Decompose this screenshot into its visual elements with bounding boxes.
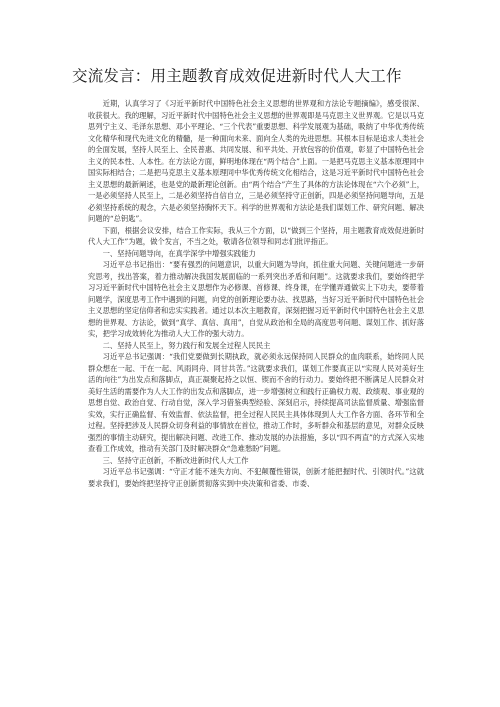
paragraph: 习近平总书记强调：“我们党要做到长期执政，就必须永远保持同人民群众的血肉联系，始终同人民群众想在一起、干在一起、风雨同舟、同甘共苦。”这就要求我们，谋划工作要真正以“实现人民对美好生活的向往”为出发点和落脚点，真正凝聚起持之以恒、锲而不舍的行动力。要始终把不断满足人民群众对美好生活的需要作为人大工作的出发点和落脚点，进一步增强树立和践行正确权力观、政绩观、事业观的思想自觉、政治自觉、行动自觉，深入学习借鉴典型经验、深刻启示，持续提高司法监督质量、增强监督实效，实行正确监督、有效监督、依法监督，把全过程人民民主具体体现到人大工作各方面、各环节和全过程。坚持把涉及人民群众切身利益的事情放在首位，推动工作时，多听群众和基层的意见，对群众反映强烈的事情主动研究，提出解决问题、改进工作、推动发展的办法措施，多以“四不两直”的方式深入实地查看工作成效，推动有关部门及时解决群众“急难愁盼”问题。 bbox=[88, 352, 424, 453]
paragraph: 习近平总书记强调：“守正才能不迷失方向、不犯颠覆性错误，创新才能把握时代、引领时代。”这就要求我们，要始终把坚持守正创新贯彻落实到中央决策和省委、市委、 bbox=[88, 467, 424, 488]
paragraph: 习近平总书记指出：“要有强烈的问题意识，以重大问题为导向，抓住重大问题、关键问题进一步研究思考，找出答案，着力推动解决我国发展面临的一系列突出矛盾和问题”。这就要求我们，要始终把学习习近平新时代中国特色社会主义思想作为必修课、首修课、终身课，在学懂弄通做实上下功夫，要带着问题学，深度思考工作中遇到的问题，向党的创新理论要办法、找思路，当好习近平新时代中国特色社会主义思想的坚定信仰者和忠实实践者。通过以本次主题教育，深刻把握习近平新时代中国特色社会主义思想的世界观、方法论，做到“真学、真信、真用”，自觉从政治和全局的高度思考问题、谋划工作、抓好落实，把学习成效转化为推动人大工作的强大动力。 bbox=[88, 260, 424, 338]
document-title: 交流发言：用主题教育成效促进新时代人大工作 bbox=[72, 67, 402, 85]
document-body bbox=[88, 98, 424, 489]
section-heading: 三、坚持守正创新，不断改进新时代人大工作 bbox=[102, 455, 249, 465]
section-heading: 一、坚持问题导向，在真学深学中增强实践能力 bbox=[102, 248, 256, 258]
section-heading: 二、坚持人民至上，努力践行和发展全过程人民民主 bbox=[102, 340, 271, 350]
paragraph: 近期，认真学习了《习近平新时代中国特色社会主义思想的世界观和方法论专题摘编》，感受很深、收获很大。我的理解，习近平新时代中国特色社会主义思想的世界观即是马克思主义世界观。它是以马克思列宁主义、毛泽东思想、邓小平理论、“三个代表”重要思想、科学发展观为基础，吸纳了中华优秀传统文化精华和现代先进文化的精髓，是一种面向未来、面向全人类的先进思想。其根本目标是追求人类社会的全面发展，坚持人民至上、全民普惠、共同发展、和平共处、开放包容的价值观，彰显了中国特色社会主义的民本性、人本性。在方法论方面，鲜明地体现在“两个结合”上面。一是把马克思主义基本原理同中国实际相结合；二是把马克思主义基本原理同中华优秀传统文化相结合，这是习近平新时代中国特色社会主义思想的最新阐述，也是党的最新理论创新。由“两个结合”产生了具体的方法论体现在“六个必须”上，一是必须坚持人民至上，二是必须坚持自信自立，三是必须坚持守正创新，四是必须坚持问题导向，五是必须坚持系统的观念，六是必须坚持胸怀天下。科学的世界观和方法论是我们谋划工作、研究问题、解决问题的“总钥匙”。 bbox=[88, 99, 424, 223]
paragraph: 下面，根据会议安排，结合工作实际，我从三个方面，以“做到三个坚持，用主题教育成效促进新时代人大工作”为题，做个发言，不当之处，敬请各位领导和同志们批评指正。 bbox=[88, 225, 424, 246]
